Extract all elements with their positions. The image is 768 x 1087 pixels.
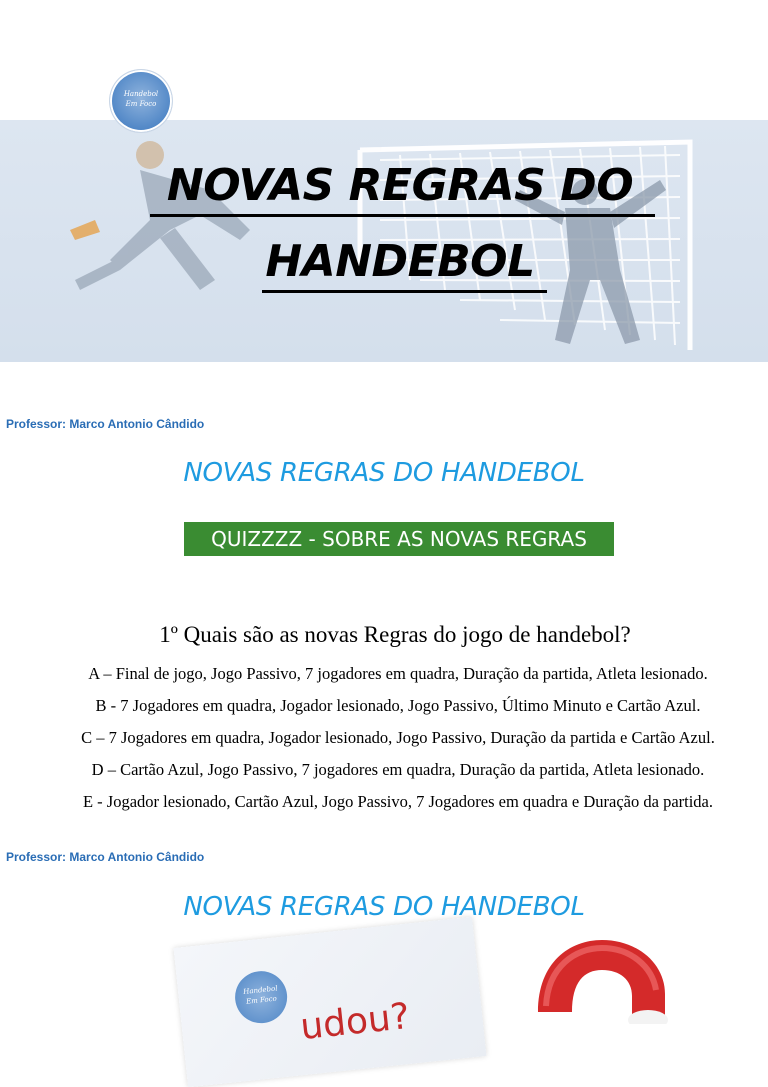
logo-line-2: Em Foco (125, 100, 157, 108)
card-logo (233, 969, 290, 1026)
professor-credit-2: Professor: Marco Antonio Cândido (6, 850, 205, 864)
title-underline-1 (150, 214, 655, 217)
title-underline-2 (262, 290, 547, 293)
logo-line-1: Handebol (123, 90, 159, 98)
card-logo-line-1: Handebol (242, 984, 278, 996)
card-partial-text: udou? (298, 995, 412, 1049)
section-title-2: NOVAS REGRAS DO HANDEBOL (183, 892, 585, 922)
quiz-option-e: E - Jogador lesionado, Cartão Azul, Jogo Passivo, 7 Jogadores em quadra e Duração da partida. (82, 792, 714, 811)
quiz-option-b: B - 7 Jogadores em quadra, Jogador lesionado, Jogo Passivo, Último Minuto e Cartão Azul. (95, 696, 701, 715)
quiz-option-d: D – Cartão Azul, Jogo Passivo, 7 jogadores em quadra, Duração da partida, Atleta lesionado. (91, 760, 705, 779)
question-mark-icon (520, 932, 680, 1024)
quiz-question: 1º Quais são as novas Regras do jogo de handebol? (159, 622, 631, 647)
quiz-options-list (0, 658, 768, 818)
card-logo-line-2: Em Foco (245, 994, 278, 1006)
next-slide (0, 832, 768, 1049)
professor-credit: Professor: Marco Antonio Cândido (6, 417, 205, 431)
title-slide (0, 0, 768, 362)
tilted-question-card (174, 917, 487, 1087)
quiz-option-c: C – 7 Jogadores em quadra, Jogador lesionado, Jogo Passivo, Duração da partida e Cartão Azul. (81, 728, 715, 747)
section-title: NOVAS REGRAS DO HANDEBOL (183, 458, 585, 488)
quiz-option-a: A – Final de jogo, Jogo Passivo, 7 jogadores em quadra, Duração da partida, Atleta lesionado. (88, 664, 708, 683)
quiz-badge: QUIZZZZ - SOBRE AS NOVAS REGRAS (184, 522, 614, 556)
main-title-line-2: HANDEBOL (265, 236, 535, 287)
handebol-em-foco-logo (110, 70, 172, 132)
quiz-slide (0, 362, 768, 832)
main-title-line-1: NOVAS REGRAS DO (166, 160, 634, 211)
